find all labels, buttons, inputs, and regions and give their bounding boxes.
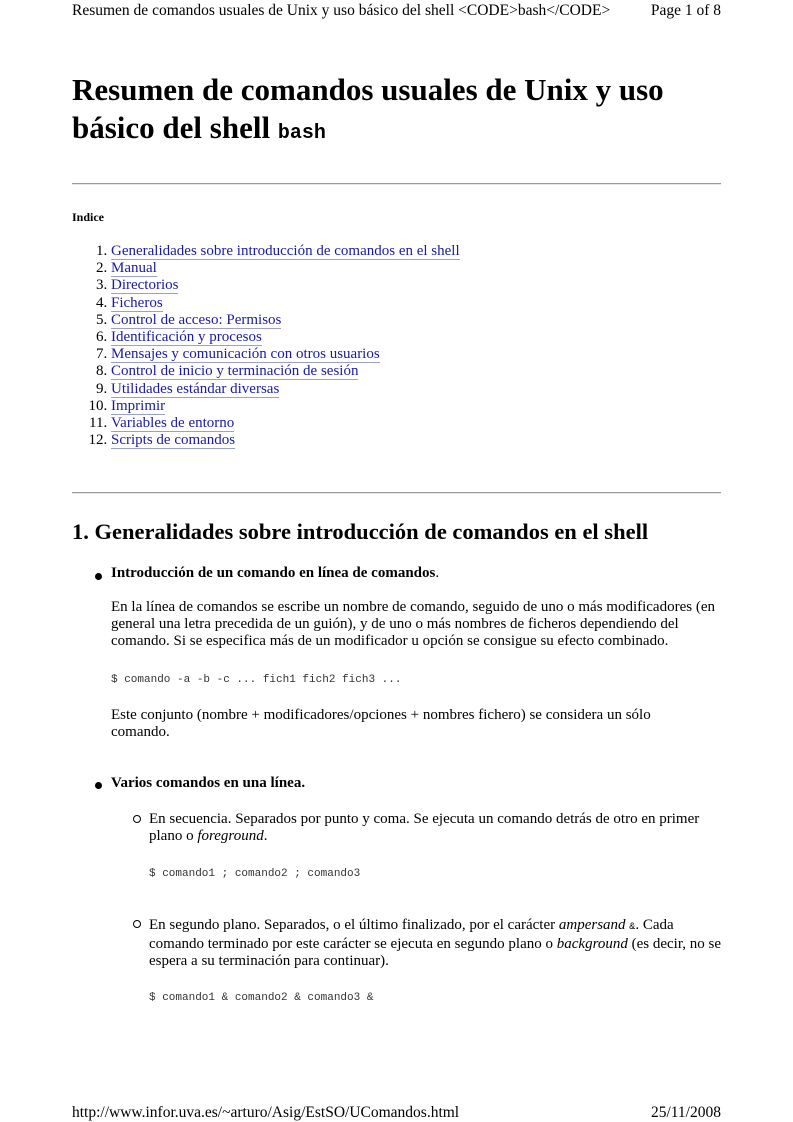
section-heading: 1. Generalidades sobre introducción de comandos en el shell: [72, 519, 649, 544]
sub-paragraph: [149, 917, 724, 971]
bullet-title: [111, 775, 305, 792]
print-footer: [72, 1104, 721, 1122]
sub-bullet-marker: [133, 815, 141, 823]
sub-text: En segundo plano. Separados, o el último finalizado, por el carácter: [149, 917, 559, 933]
index-link[interactable]: Imprimir: [111, 397, 166, 414]
bullet-title: [111, 565, 721, 582]
index-heading: Indice: [72, 210, 105, 224]
bullet-marker: [95, 782, 102, 789]
index-link[interactable]: Identificación y procesos: [111, 329, 262, 346]
index-link[interactable]: Control de inicio y terminación de sesión: [111, 363, 359, 380]
print-footer-date: 25/11/2008: [650, 1104, 721, 1121]
divider: [72, 492, 721, 494]
index-link[interactable]: Utilidades estándar diversas: [111, 380, 280, 397]
paragraph: Este conjunto (nombre + modificadores/opciones + nombres fichero) se considera un sólo comando.: [111, 707, 651, 741]
index-item: [111, 260, 460, 277]
code-sample: $ comando -a -b -c ... fich1 fich2 fich3 ...: [111, 674, 402, 686]
index-item: [111, 363, 460, 380]
bullet-title-text: Introducción de un comando en línea de comandos: [111, 565, 436, 581]
print-header: [72, 2, 721, 20]
print-header-page: Page 1 of 8: [650, 2, 721, 19]
index-link[interactable]: Scripts de comandos: [111, 432, 236, 449]
index-item: [111, 398, 460, 415]
index-link[interactable]: Mensajes y comunicación con otros usuarios: [111, 346, 380, 363]
sub-text: . Cada comando terminado por este carácter se ejecuta en segundo plano o: [149, 917, 674, 953]
index-link[interactable]: Ficheros: [111, 294, 163, 311]
index-item: [111, 312, 460, 329]
bullet-title-end: .: [435, 565, 440, 581]
index-item: [111, 243, 460, 260]
index-list: [72, 243, 460, 449]
inline-code: &: [629, 922, 636, 933]
index-link[interactable]: Manual: [111, 260, 157, 277]
code-sample: $ comando1 ; comando2 ; comando3: [149, 868, 361, 880]
sub-emphasis: background: [556, 936, 628, 953]
index-item: [111, 381, 460, 398]
sub-bullet-marker: [133, 920, 141, 928]
sub-text: En secuencia. Separados por punto y coma. Se ejecuta un comando detrás de otro en primer plano o: [149, 811, 700, 845]
print-header-title: Resumen de comandos usuales de Unix y uso básico del shell <CODE>bash</CODE>: [72, 2, 611, 19]
index-item: [111, 277, 460, 294]
sub-text: (es decir, no se espera a su terminación para continuar).: [149, 936, 721, 970]
index-link[interactable]: Variables de entorno: [111, 415, 235, 432]
paragraph: En la línea de comandos se escribe un nombre de comando, seguido de uno o más modificadores (en general una letra precedida de un guión), y de uno o más nombres de ficheros dependiendo del comando. Si se especifica más de un modificador u opción se consigue su efecto combinado.: [111, 599, 715, 650]
sub-paragraph: [149, 811, 724, 845]
divider: [72, 183, 721, 185]
code-sample: $ comando1 & comando2 & comando3 &: [149, 992, 374, 1004]
index-link[interactable]: Directorios: [111, 277, 179, 294]
page-title-code: bash: [277, 122, 326, 145]
print-footer-url: http://www.infor.uva.es/~arturo/Asig/EstSO/UComandos.html: [72, 1104, 460, 1121]
index-link[interactable]: Generalidades sobre introducción de comandos en el shell: [111, 243, 460, 259]
index-link[interactable]: Control de acceso: Permisos: [111, 311, 282, 328]
sub-emphasis: ampersand: [558, 917, 626, 933]
page-title: [72, 71, 721, 153]
index-item: [111, 346, 460, 363]
index-item: [111, 432, 460, 449]
index-item: [111, 415, 460, 432]
bullet-title-text: Varios comandos en una línea.: [111, 775, 306, 791]
index-item: [111, 295, 460, 312]
sub-text-end: .: [263, 828, 268, 845]
sub-emphasis: foreground: [197, 828, 264, 845]
bullet-marker: [95, 573, 102, 580]
page-title-text: Resumen de comandos usuales de Unix y uso básico del shell: [72, 72, 664, 145]
index-item: [111, 329, 460, 346]
